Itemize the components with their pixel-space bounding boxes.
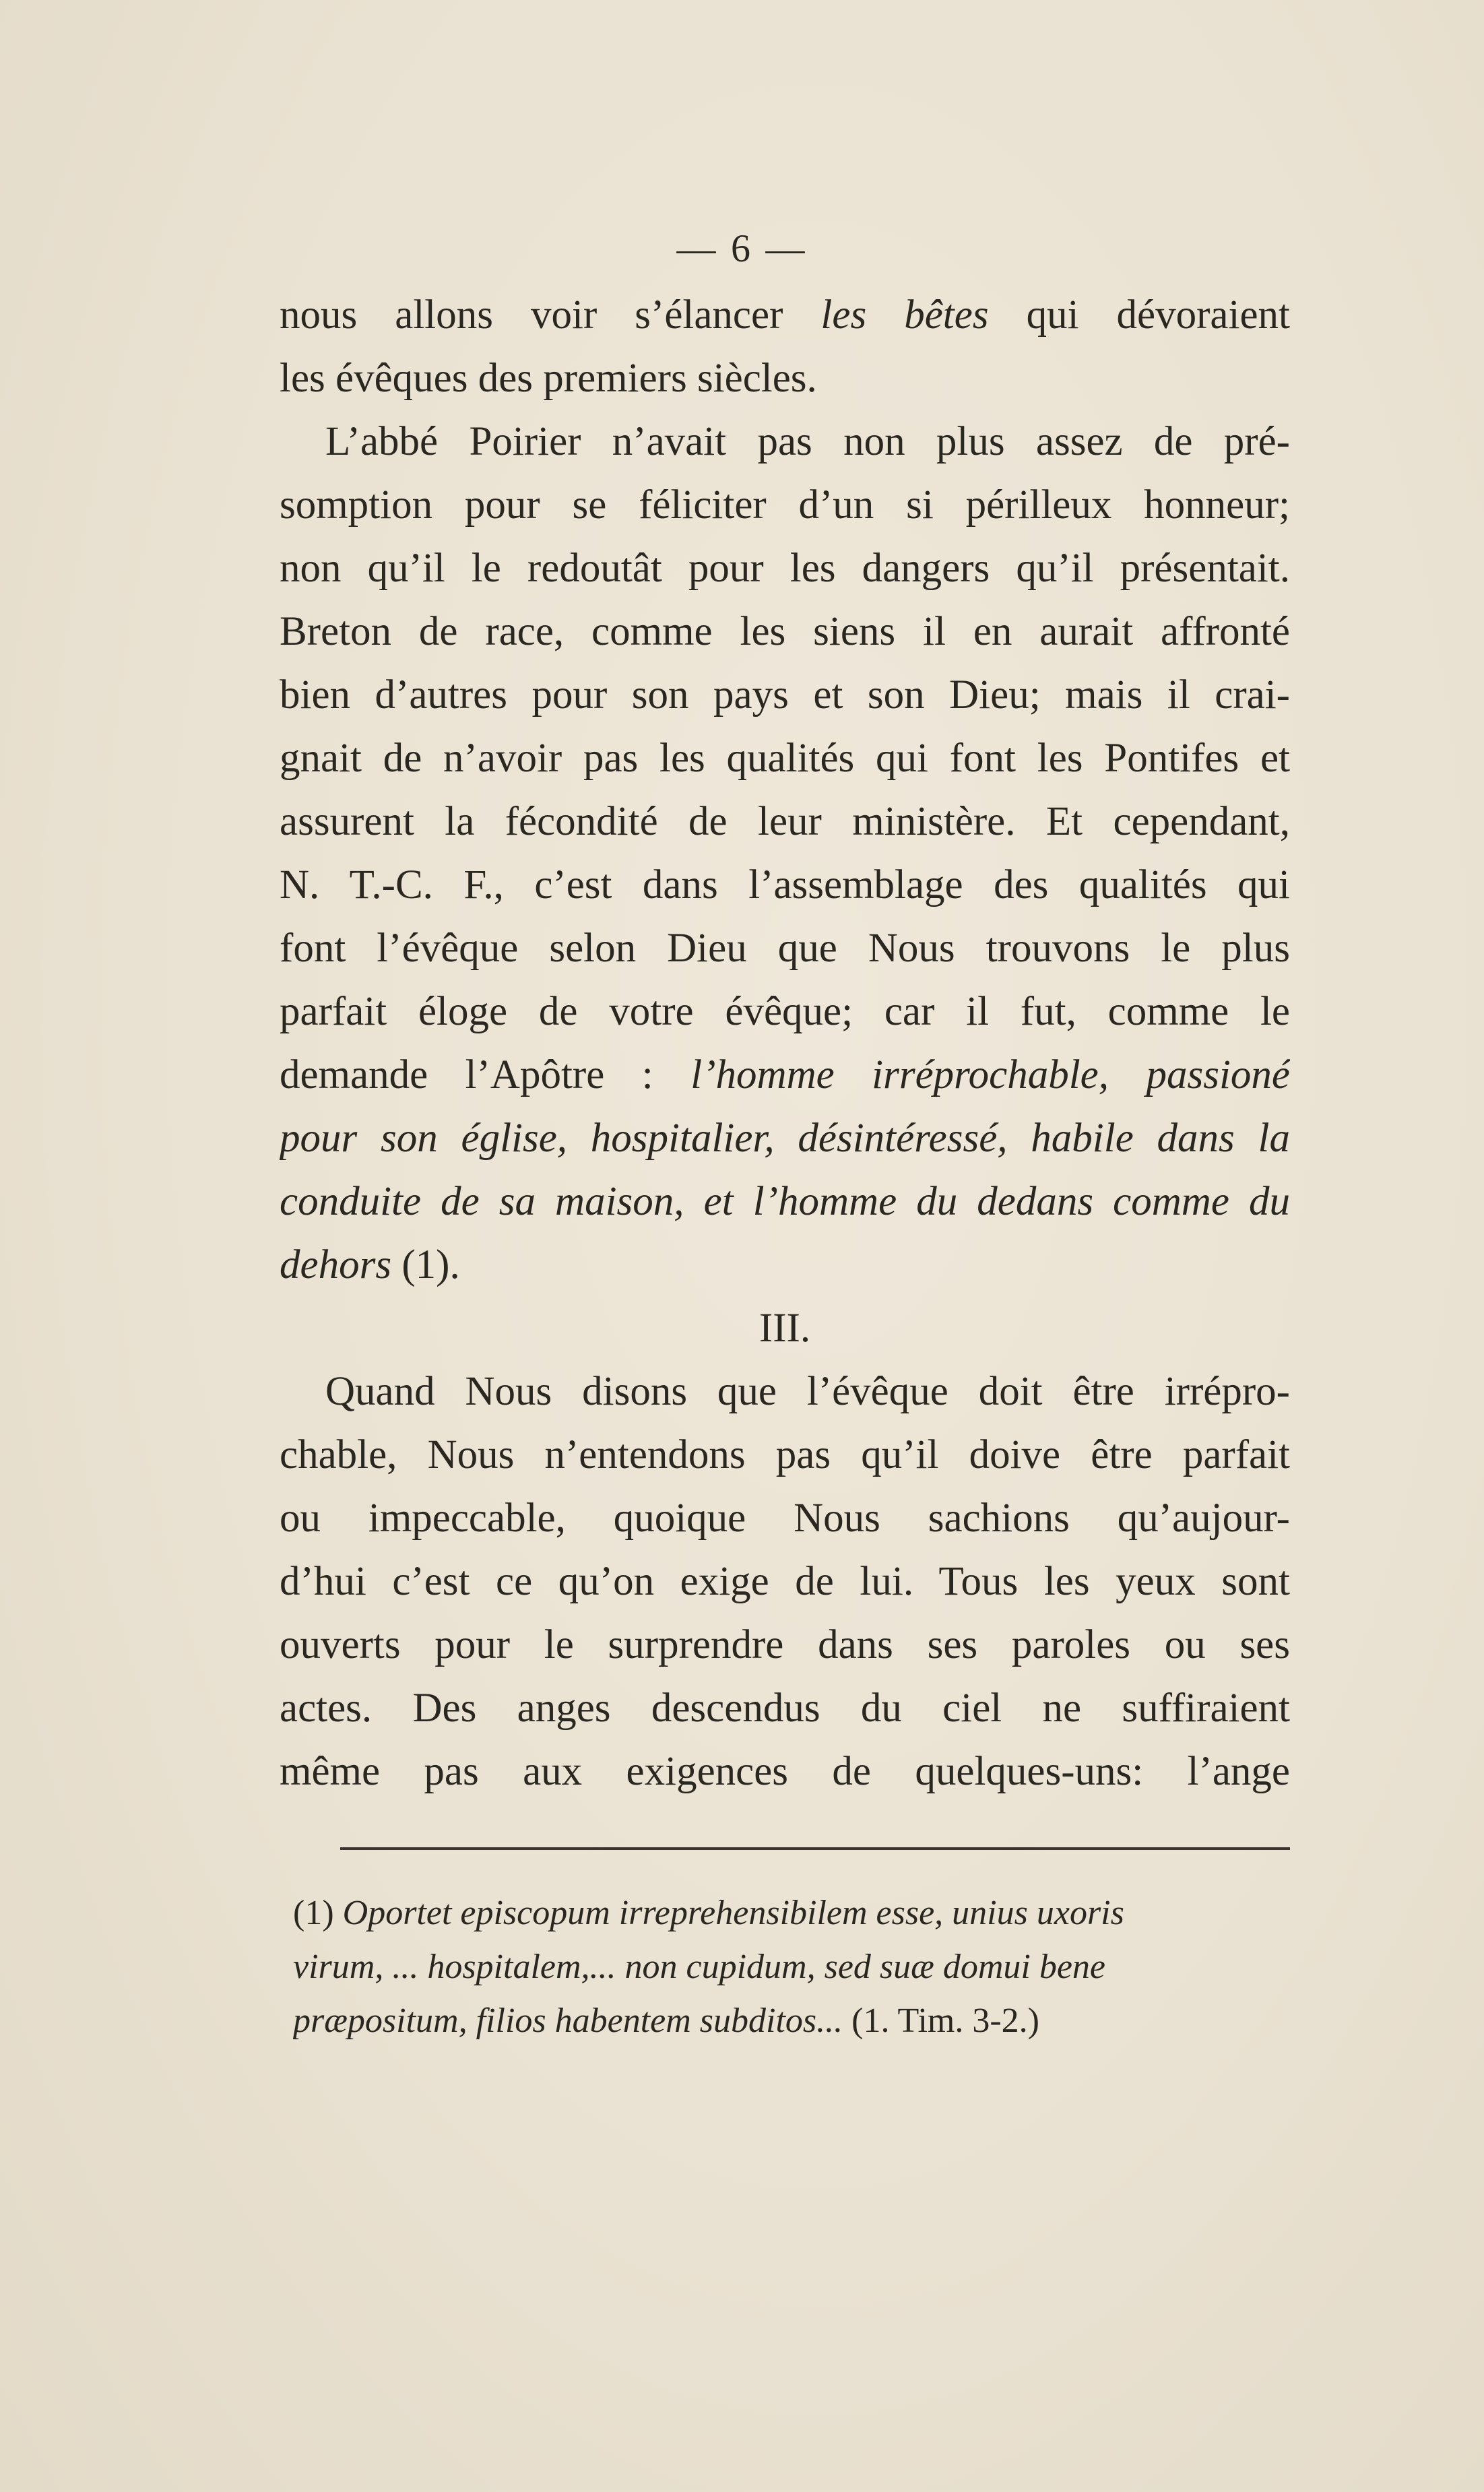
body-text-segment: font l’évêque selon Dieu que Nous trouvons le plus	[280, 926, 1290, 971]
body-text-segment: bien d’autres pour son pays et son Dieu; mais il crai-	[280, 672, 1290, 717]
body-line	[280, 1740, 1290, 1803]
section-heading: III.	[759, 1306, 811, 1351]
body-text-segment: même pas aux exigences de quelques-uns: l’ange	[280, 1749, 1290, 1794]
body-text-segment: (1).	[391, 1242, 460, 1287]
body-line	[280, 854, 1290, 917]
body-text-segment: conduite de sa maison, et l’homme du dedans comme du	[280, 1179, 1290, 1224]
body-line	[280, 1107, 1290, 1170]
body-text-segment: somption pour se féliciter d’un si périlleux honneur;	[280, 482, 1290, 528]
body-line	[280, 284, 1290, 347]
section-heading-wrap	[280, 1297, 1290, 1360]
body-text-segment: les évêques des premiers siècles.	[280, 356, 817, 401]
body-text-segment: parfait éloge de votre évêque; car il fut, comme le	[280, 989, 1290, 1034]
body-text-segment: Quand Nous disons que l’évêque doit être irrépro-	[325, 1369, 1290, 1414]
body-line	[280, 980, 1290, 1044]
body-line	[280, 537, 1290, 600]
body-text-segment: demande l’Apôtre :	[280, 1052, 691, 1097]
body-line	[280, 347, 1290, 410]
body-line	[280, 1360, 1290, 1424]
body-line	[280, 1424, 1290, 1487]
footnote-separator	[340, 1847, 1290, 1850]
body-line	[280, 1550, 1290, 1614]
body-text-segment: actes. Des anges descendus du ciel ne suffiraient	[280, 1686, 1290, 1731]
footnote-line	[293, 1994, 1290, 2048]
body-text-segment: gnait de n’avoir pas les qualités qui font les Pontifes et	[280, 736, 1290, 781]
body-text-segment: les bêtes	[820, 292, 989, 338]
body-line	[280, 727, 1290, 790]
body-line	[280, 1614, 1290, 1677]
body-line	[280, 600, 1290, 664]
body-line	[280, 1677, 1290, 1740]
body-line	[280, 410, 1290, 474]
body-text-paragraphs	[280, 284, 1290, 1297]
body-text-segment: pour son église, hospitalier, désintéressé, habile dans la	[280, 1116, 1290, 1161]
body-text-segment: chable, Nous n’entendons pas qu’il doive être parfait	[280, 1432, 1290, 1477]
body-text-segment: dehors	[280, 1242, 392, 1287]
body-text-segment: qui dévoraient	[988, 292, 1290, 338]
body-text-segment: L’abbé Poirier n’avait pas non plus assez de pré-	[325, 419, 1290, 464]
body-line	[280, 664, 1290, 727]
footnote-line	[293, 1886, 1290, 1940]
body-text-segment: non qu’il le redoutât pour les dangers qu’il présentait.	[280, 546, 1290, 591]
footnote-text-segment: (1)	[293, 1894, 343, 1932]
footnote-block	[293, 1886, 1290, 2048]
body-line	[280, 1044, 1290, 1107]
body-text-segment: N. T.-C. F., c’est dans l’assemblage des qualités qui	[280, 862, 1290, 907]
body-line	[280, 1170, 1290, 1234]
footnote-text-segment: (1. Tim. 3-2.)	[851, 2002, 1039, 2040]
body-text-segment: ouverts pour le surprendre dans ses paroles ou ses	[280, 1622, 1290, 1667]
body-text-segment: nous allons voir s’élancer	[280, 292, 821, 338]
footnote-line	[293, 1940, 1290, 1994]
body-line	[280, 790, 1290, 854]
body-text-segment: Breton de race, comme les siens il en aurait affronté	[280, 609, 1290, 654]
footnote-text-segment: virum, ... hospitalem,... non cupidum, sed suæ domui bene	[293, 1948, 1106, 1986]
footnote-text-segment: Oportet episcopum irreprehensibilem esse, unius uxoris	[342, 1894, 1124, 1932]
body-text-segment: ou impeccable, quoique Nous sachions qu’aujour-	[280, 1496, 1290, 1541]
footnote-text-segment: præpositum, filios habentem subditos...	[293, 2002, 852, 2040]
body-line	[280, 1487, 1290, 1550]
body-line	[280, 474, 1290, 537]
body-text-section-three	[280, 1360, 1290, 1803]
body-text-segment: l’homme irréprochable, passioné	[690, 1052, 1290, 1097]
body-text-segment: assurent la fécondité de leur ministère. Et cependant,	[280, 799, 1290, 844]
page-number: — 6 —	[676, 226, 808, 270]
body-line	[280, 1234, 1290, 1297]
body-line	[280, 917, 1290, 980]
body-text-segment: d’hui c’est ce qu’on exige de lui. Tous les yeux sont	[280, 1559, 1290, 1604]
